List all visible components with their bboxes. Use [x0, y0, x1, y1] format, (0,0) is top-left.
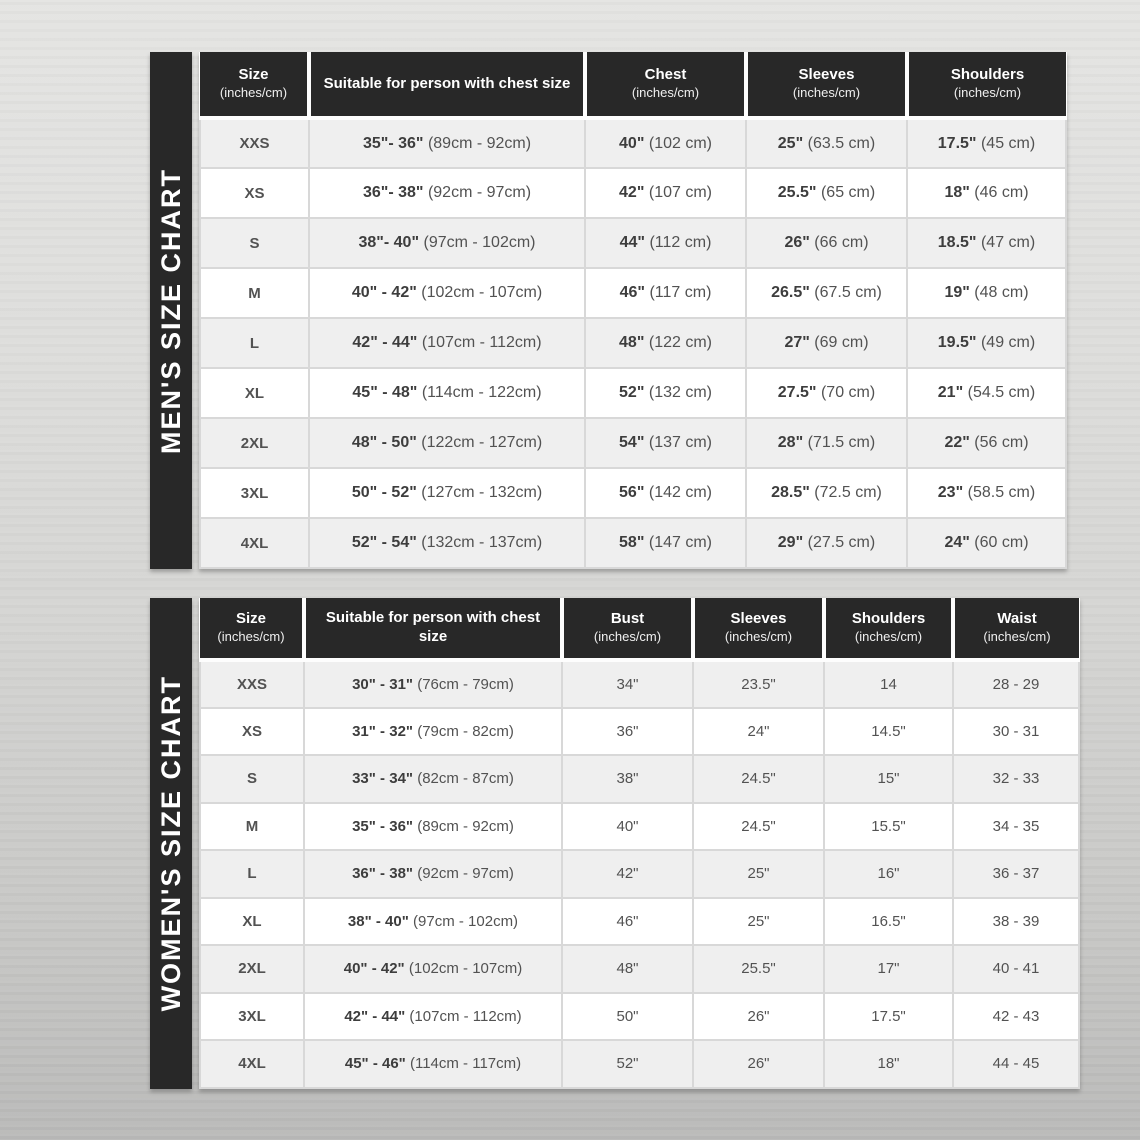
measurement-cell-waist: 38 - 39 [953, 898, 1079, 946]
size-label-cell: 4XL [200, 518, 309, 568]
mens-chart-sidebar [150, 52, 192, 569]
measurement-cell-bust: 34" [562, 660, 693, 708]
measurement-cell-chest: 58" (147 cm) [585, 518, 746, 568]
measurement-cell-chest: 46" (117 cm) [585, 268, 746, 318]
measurement-cell-sleeves: 25" [693, 898, 824, 946]
measurement-cell-sleeves: 26" [693, 1040, 824, 1088]
measurement-cell-bust: 52" [562, 1040, 693, 1088]
measurement-cell-suitable-for-person-with-chest-size: 40" - 42" (102cm - 107cm) [304, 945, 562, 993]
size-label-cell: XS [200, 168, 309, 218]
measurement-cell-suitable-for-person-with-chest-size: 45" - 46" (114cm - 117cm) [304, 1040, 562, 1088]
womens-chart-sidebar [150, 598, 192, 1089]
size-row-4xl [200, 1040, 1079, 1088]
measurement-cell-bust: 36" [562, 708, 693, 756]
measurement-cell-shoulders: 16.5" [824, 898, 953, 946]
measurement-cell-waist: 32 - 33 [953, 755, 1079, 803]
size-row-xs [200, 708, 1079, 756]
measurement-cell-waist: 44 - 45 [953, 1040, 1079, 1088]
measurement-cell-suitable-for-person-with-chest-size: 40" - 42" (102cm - 107cm) [309, 268, 585, 318]
womens-size-chart [150, 598, 1080, 1089]
measurement-cell-suitable-for-person-with-chest-size: 31" - 32" (79cm - 82cm) [304, 708, 562, 756]
measurement-cell-shoulders: 23" (58.5 cm) [907, 468, 1066, 518]
size-row-xxs [200, 118, 1066, 168]
measurement-cell-waist: 40 - 41 [953, 945, 1079, 993]
column-header-suitable-for-person-with-chest-size: Suitable for person with chest size [309, 52, 585, 118]
measurement-cell-suitable-for-person-with-chest-size: 48" - 50" (122cm - 127cm) [309, 418, 585, 468]
measurement-cell-shoulders: 18" [824, 1040, 953, 1088]
mens-chart-title: MEN'S SIZE CHART [155, 167, 186, 454]
measurement-cell-shoulders: 17.5" [824, 993, 953, 1041]
measurement-cell-chest: 52" (132 cm) [585, 368, 746, 418]
measurement-cell-sleeves: 28.5" (72.5 cm) [746, 468, 907, 518]
size-label-cell: L [200, 318, 309, 368]
measurement-cell-shoulders: 17.5" (45 cm) [907, 118, 1066, 168]
column-header-size: Size (inches/cm) [200, 598, 304, 660]
measurement-cell-sleeves: 25.5" (65 cm) [746, 168, 907, 218]
measurement-cell-sleeves: 25.5" [693, 945, 824, 993]
measurement-cell-bust: 48" [562, 945, 693, 993]
size-label-cell: M [200, 803, 304, 851]
measurement-cell-shoulders: 15.5" [824, 803, 953, 851]
measurement-cell-shoulders: 18" (46 cm) [907, 168, 1066, 218]
column-header-sleeves: Sleeves (inches/cm) [746, 52, 907, 118]
size-label-cell: XXS [200, 118, 309, 168]
measurement-cell-waist: 34 - 35 [953, 803, 1079, 851]
measurement-cell-waist: 42 - 43 [953, 993, 1079, 1041]
size-label-cell: M [200, 268, 309, 318]
size-label-cell: 3XL [200, 993, 304, 1041]
measurement-cell-shoulders: 22" (56 cm) [907, 418, 1066, 468]
size-label-cell: L [200, 850, 304, 898]
column-header-suitable-for-person-with-chest-size: Suitable for person with chest size [304, 598, 562, 660]
measurement-cell-chest: 56" (142 cm) [585, 468, 746, 518]
size-row-2xl [200, 418, 1066, 468]
measurement-cell-bust: 50" [562, 993, 693, 1041]
column-header-shoulders: Shoulders (inches/cm) [907, 52, 1066, 118]
measurement-cell-shoulders: 15" [824, 755, 953, 803]
measurement-cell-shoulders: 14.5" [824, 708, 953, 756]
measurement-cell-suitable-for-person-with-chest-size: 35" - 36" (89cm - 92cm) [304, 803, 562, 851]
measurement-cell-shoulders: 19" (48 cm) [907, 268, 1066, 318]
header-row [200, 598, 1079, 660]
measurement-cell-suitable-for-person-with-chest-size: 38"- 40" (97cm - 102cm) [309, 218, 585, 268]
size-label-cell: XL [200, 898, 304, 946]
size-row-l [200, 850, 1079, 898]
mens-size-table [199, 52, 1067, 569]
measurement-cell-suitable-for-person-with-chest-size: 30" - 31" (76cm - 79cm) [304, 660, 562, 708]
size-label-cell: 2XL [200, 945, 304, 993]
measurement-cell-waist: 36 - 37 [953, 850, 1079, 898]
measurement-cell-shoulders: 18.5" (47 cm) [907, 218, 1066, 268]
size-row-xxs [200, 660, 1079, 708]
measurement-cell-suitable-for-person-with-chest-size: 45" - 48" (114cm - 122cm) [309, 368, 585, 418]
measurement-cell-sleeves: 24.5" [693, 755, 824, 803]
size-row-m [200, 268, 1066, 318]
measurement-cell-suitable-for-person-with-chest-size: 38" - 40" (97cm - 102cm) [304, 898, 562, 946]
measurement-cell-chest: 44" (112 cm) [585, 218, 746, 268]
measurement-cell-sleeves: 25" [693, 850, 824, 898]
size-label-cell: 3XL [200, 468, 309, 518]
size-row-xl [200, 368, 1066, 418]
size-row-3xl [200, 468, 1066, 518]
column-header-waist: Waist (inches/cm) [953, 598, 1079, 660]
mens-table-body [200, 118, 1066, 568]
column-header-sleeves: Sleeves (inches/cm) [693, 598, 824, 660]
size-label-cell: XL [200, 368, 309, 418]
measurement-cell-suitable-for-person-with-chest-size: 36" - 38" (92cm - 97cm) [304, 850, 562, 898]
size-row-xl [200, 898, 1079, 946]
measurement-cell-shoulders: 21" (54.5 cm) [907, 368, 1066, 418]
size-row-l [200, 318, 1066, 368]
womens-table-body [200, 660, 1079, 1088]
womens-table-header [200, 598, 1079, 660]
mens-size-chart [150, 52, 1067, 569]
measurement-cell-shoulders: 24" (60 cm) [907, 518, 1066, 568]
measurement-cell-sleeves: 23.5" [693, 660, 824, 708]
size-row-xs [200, 168, 1066, 218]
measurement-cell-bust: 40" [562, 803, 693, 851]
measurement-cell-suitable-for-person-with-chest-size: 42" - 44" (107cm - 112cm) [304, 993, 562, 1041]
measurement-cell-sleeves: 27.5" (70 cm) [746, 368, 907, 418]
measurement-cell-suitable-for-person-with-chest-size: 36"- 38" (92cm - 97cm) [309, 168, 585, 218]
size-label-cell: 4XL [200, 1040, 304, 1088]
measurement-cell-bust: 42" [562, 850, 693, 898]
measurement-cell-sleeves: 24" [693, 708, 824, 756]
mens-table-header [200, 52, 1066, 118]
size-label-cell: S [200, 755, 304, 803]
measurement-cell-sleeves: 26" [693, 993, 824, 1041]
measurement-cell-shoulders: 19.5" (49 cm) [907, 318, 1066, 368]
column-header-size: Size (inches/cm) [200, 52, 309, 118]
measurement-cell-chest: 48" (122 cm) [585, 318, 746, 368]
womens-size-table [199, 598, 1080, 1089]
measurement-cell-sleeves: 27" (69 cm) [746, 318, 907, 368]
size-label-cell: S [200, 218, 309, 268]
measurement-cell-shoulders: 14 [824, 660, 953, 708]
measurement-cell-chest: 42" (107 cm) [585, 168, 746, 218]
measurement-cell-waist: 28 - 29 [953, 660, 1079, 708]
size-label-cell: XS [200, 708, 304, 756]
size-row-3xl [200, 993, 1079, 1041]
measurement-cell-suitable-for-person-with-chest-size: 42" - 44" (107cm - 112cm) [309, 318, 585, 368]
size-label-cell: XXS [200, 660, 304, 708]
size-row-s [200, 755, 1079, 803]
measurement-cell-sleeves: 26" (66 cm) [746, 218, 907, 268]
size-row-s [200, 218, 1066, 268]
measurement-cell-suitable-for-person-with-chest-size: 50" - 52" (127cm - 132cm) [309, 468, 585, 518]
measurement-cell-bust: 38" [562, 755, 693, 803]
measurement-cell-sleeves: 25" (63.5 cm) [746, 118, 907, 168]
size-label-cell: 2XL [200, 418, 309, 468]
measurement-cell-suitable-for-person-with-chest-size: 35"- 36" (89cm - 92cm) [309, 118, 585, 168]
measurement-cell-chest: 54" (137 cm) [585, 418, 746, 468]
size-row-m [200, 803, 1079, 851]
measurement-cell-bust: 46" [562, 898, 693, 946]
measurement-cell-suitable-for-person-with-chest-size: 33" - 34" (82cm - 87cm) [304, 755, 562, 803]
measurement-cell-shoulders: 16" [824, 850, 953, 898]
column-header-bust: Bust (inches/cm) [562, 598, 693, 660]
measurement-cell-chest: 40" (102 cm) [585, 118, 746, 168]
measurement-cell-sleeves: 29" (27.5 cm) [746, 518, 907, 568]
measurement-cell-sleeves: 26.5" (67.5 cm) [746, 268, 907, 318]
measurement-cell-shoulders: 17" [824, 945, 953, 993]
size-row-2xl [200, 945, 1079, 993]
size-row-4xl [200, 518, 1066, 568]
measurement-cell-sleeves: 28" (71.5 cm) [746, 418, 907, 468]
measurement-cell-sleeves: 24.5" [693, 803, 824, 851]
column-header-chest: Chest (inches/cm) [585, 52, 746, 118]
column-header-shoulders: Shoulders (inches/cm) [824, 598, 953, 660]
measurement-cell-waist: 30 - 31 [953, 708, 1079, 756]
measurement-cell-suitable-for-person-with-chest-size: 52" - 54" (132cm - 137cm) [309, 518, 585, 568]
womens-chart-title: WOMEN'S SIZE CHART [155, 675, 186, 1012]
header-row [200, 52, 1066, 118]
